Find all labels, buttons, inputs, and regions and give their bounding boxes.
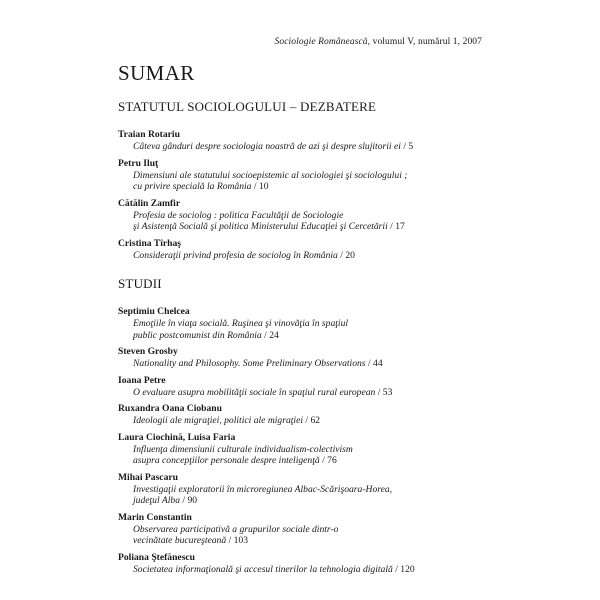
- page-title: SUMAR: [118, 61, 195, 85]
- entry-title: Profesia de sociolog : politica Facultăţii de Sociologie şi Asistenţă Socială şi politica Ministerului Educaţiei şi Cercetării / 17: [133, 209, 405, 232]
- entry-title: Ideologii ale migraţiei, politici ale migraţiei / 62: [133, 415, 321, 426]
- section-title-studii: STUDII: [118, 276, 162, 291]
- entry-author: Marin Constantin: [118, 511, 192, 523]
- toc-entry: [118, 198, 498, 233]
- toc-entry: [118, 346, 498, 370]
- entry-author: Cătălin Zamfir: [118, 197, 181, 209]
- entry-author: Laura Ciochină, Luisa Faria: [118, 431, 236, 443]
- journal-issue: , volumul V, numărul 1, 2007: [367, 37, 482, 47]
- entry-page: / 53: [377, 386, 393, 398]
- entry-author: Steven Grosby: [118, 346, 178, 357]
- toc-entry: [118, 512, 498, 547]
- entry-page: / 44: [367, 358, 383, 369]
- entry-title: Nationality and Philosophy. Some Preliminary Observations / 44: [133, 358, 383, 369]
- toc-entry: [118, 238, 498, 262]
- entry-title: Influenţa dimensiunii culturale individualism-colectivism asupra concepţiilor personale despre inteligenţă / 76: [133, 443, 353, 466]
- toc-entry: [118, 432, 498, 467]
- section-title-dezbatere: STATUTUL SOCIOLOGULUI – DEZBATERE: [118, 99, 377, 114]
- toc-entry: [118, 129, 498, 153]
- entry-title: Observarea participativă a grupurilor sociale dintr-o vecinătate bucureşteană / 103: [133, 523, 339, 546]
- entry-title: Societatea informaţională şi accesul tinerilor la tehnologia digitală / 120: [133, 563, 415, 575]
- entry-page: / 120: [395, 563, 415, 575]
- section-entries-dezbatere: [118, 129, 498, 261]
- entry-page: / 5: [403, 141, 414, 152]
- entry-author: Ruxandra Oana Ciobanu: [118, 403, 222, 414]
- entry-title: Dimensiuni ale statutului socioepistemic al sociologiei şi sociologului ; cu privire specială la România / 10: [133, 169, 408, 192]
- entry-page: / 103: [228, 535, 249, 546]
- entry-page: / 17: [390, 221, 405, 232]
- entry-author: Ioana Petre: [118, 374, 166, 386]
- entry-page: / 10: [253, 181, 269, 192]
- toc-entry: [118, 375, 498, 399]
- entry-author: Cristina Tîrhaş: [118, 237, 181, 249]
- entry-author: Traian Rotariu: [118, 129, 180, 140]
- entry-page: / 20: [340, 249, 355, 261]
- entry-title: Emoţiile în viaţa socială. Ruşinea şi vinovăţia în spaţiul public postcomunist din România / 24: [133, 318, 349, 341]
- toc-entry: [118, 472, 498, 507]
- entry-title: Investigaţii exploratorii în microregiunea Albac-Scărişoara-Horea, judeţul Alba / 90: [133, 483, 393, 506]
- entry-page: / 76: [322, 455, 337, 466]
- entry-title: Câteva gânduri despre sociologia noastră de azi şi despre slujitorii ei / 5: [133, 141, 414, 152]
- toc-entry: [118, 158, 498, 193]
- entry-page: / 24: [264, 329, 279, 341]
- entry-author: Petru Iluţ: [118, 157, 159, 169]
- entry-author: Mihai Pascaru: [118, 471, 178, 483]
- section-entries-studii: [118, 306, 498, 575]
- running-head: [275, 37, 482, 47]
- entry-title: O evaluare asupra mobilităţii sociale în spaţiul rural european / 53: [133, 386, 393, 398]
- entry-page: / 90: [182, 495, 198, 506]
- entry-page: / 62: [305, 415, 321, 426]
- table-of-contents: [118, 60, 498, 580]
- toc-entry: [118, 306, 498, 341]
- toc-entry: [118, 403, 498, 427]
- entry-author: Poliana Ştefănescu: [118, 551, 196, 563]
- journal-title: Sociologie Românească: [274, 37, 368, 47]
- entry-author: Septimiu Chelcea: [118, 306, 190, 317]
- entry-title: Consideraţii privind profesia de sociolog în România / 20: [133, 249, 355, 261]
- toc-entry: [118, 552, 498, 576]
